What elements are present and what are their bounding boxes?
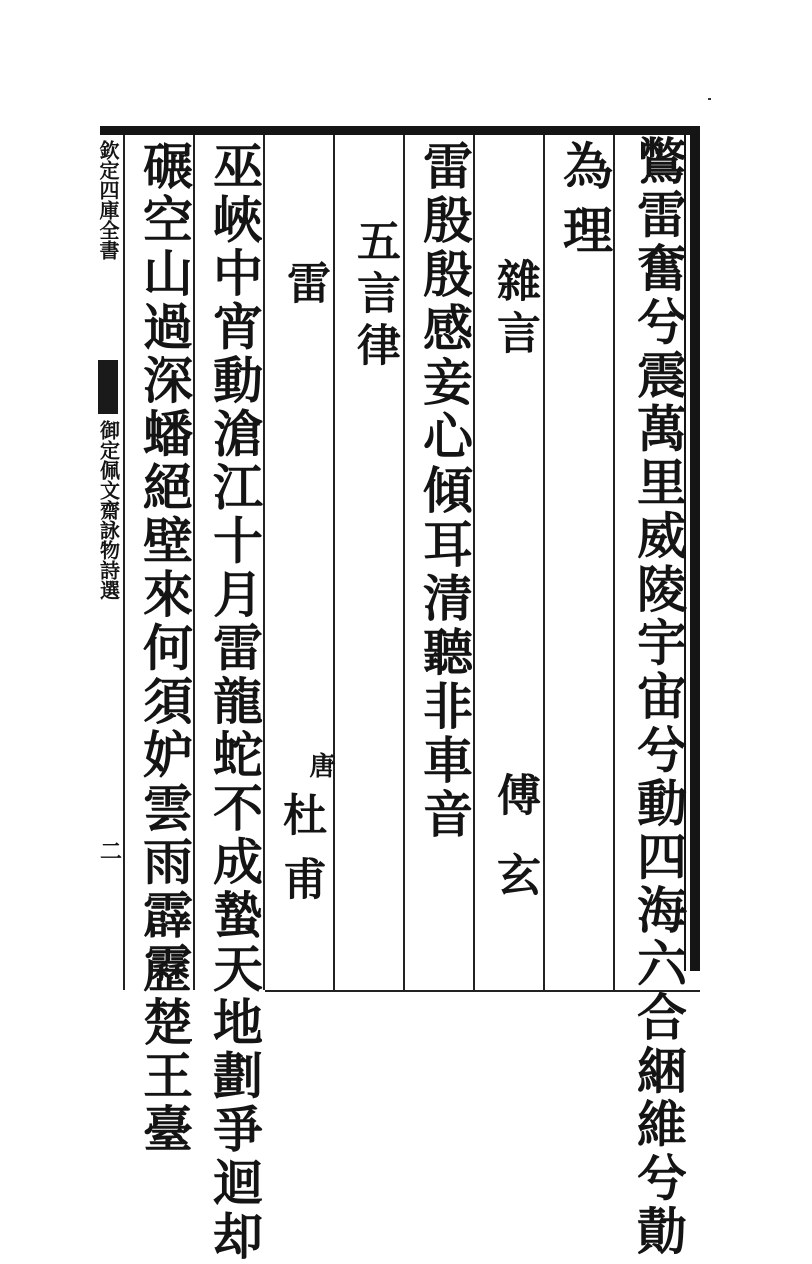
text-column-2: [554, 140, 614, 268]
margin-header-text: 欽定四庫全書: [96, 140, 120, 260]
page-number: 二: [100, 839, 123, 865]
column-text: 碾空山過深蟠絕壁來何須妒雲雨霹靂楚王臺: [135, 140, 194, 1157]
margin-title: [96, 420, 120, 600]
author-name-1: [484, 772, 544, 932]
column-text: 為理: [555, 140, 614, 268]
text-column-5: [344, 218, 404, 374]
author-text: 傅玄: [489, 772, 540, 932]
dynasty-text: 唐: [305, 752, 335, 778]
text-column-3: [484, 258, 544, 362]
column-text: 巫峽中宵動滄江十月雷龍蛇不成蟄天地劃爭迴却: [205, 140, 264, 1264]
poem-section-title: 雜言: [489, 258, 540, 362]
poem-title: 雷: [279, 260, 330, 304]
author-text: 杜甫: [275, 792, 326, 920]
column-text: 雷殷殷感妾心傾耳清聽非車音: [415, 140, 474, 842]
margin-fishtail: [98, 360, 118, 414]
column-rule: [123, 135, 125, 990]
frame-top-border: [100, 126, 700, 135]
text-column-8: [134, 140, 194, 1157]
text-column-7: [204, 140, 264, 1264]
frame-right-border: [690, 126, 700, 971]
author-name-2: [270, 792, 330, 920]
genre-heading: 五言律: [349, 218, 400, 374]
text-column-6: [274, 260, 334, 304]
dynasty-label: [300, 752, 340, 778]
text-column-4: [414, 140, 474, 842]
margin-title-text: 御定佩文齋詠物詩選: [96, 420, 121, 600]
ink-speck: [708, 98, 711, 100]
margin-header: [96, 140, 120, 260]
text-column-1: [628, 135, 688, 1259]
column-text: 鷩雷奮兮震萬里威陵宇宙兮動四海六合綑維兮勣: [629, 135, 688, 1259]
